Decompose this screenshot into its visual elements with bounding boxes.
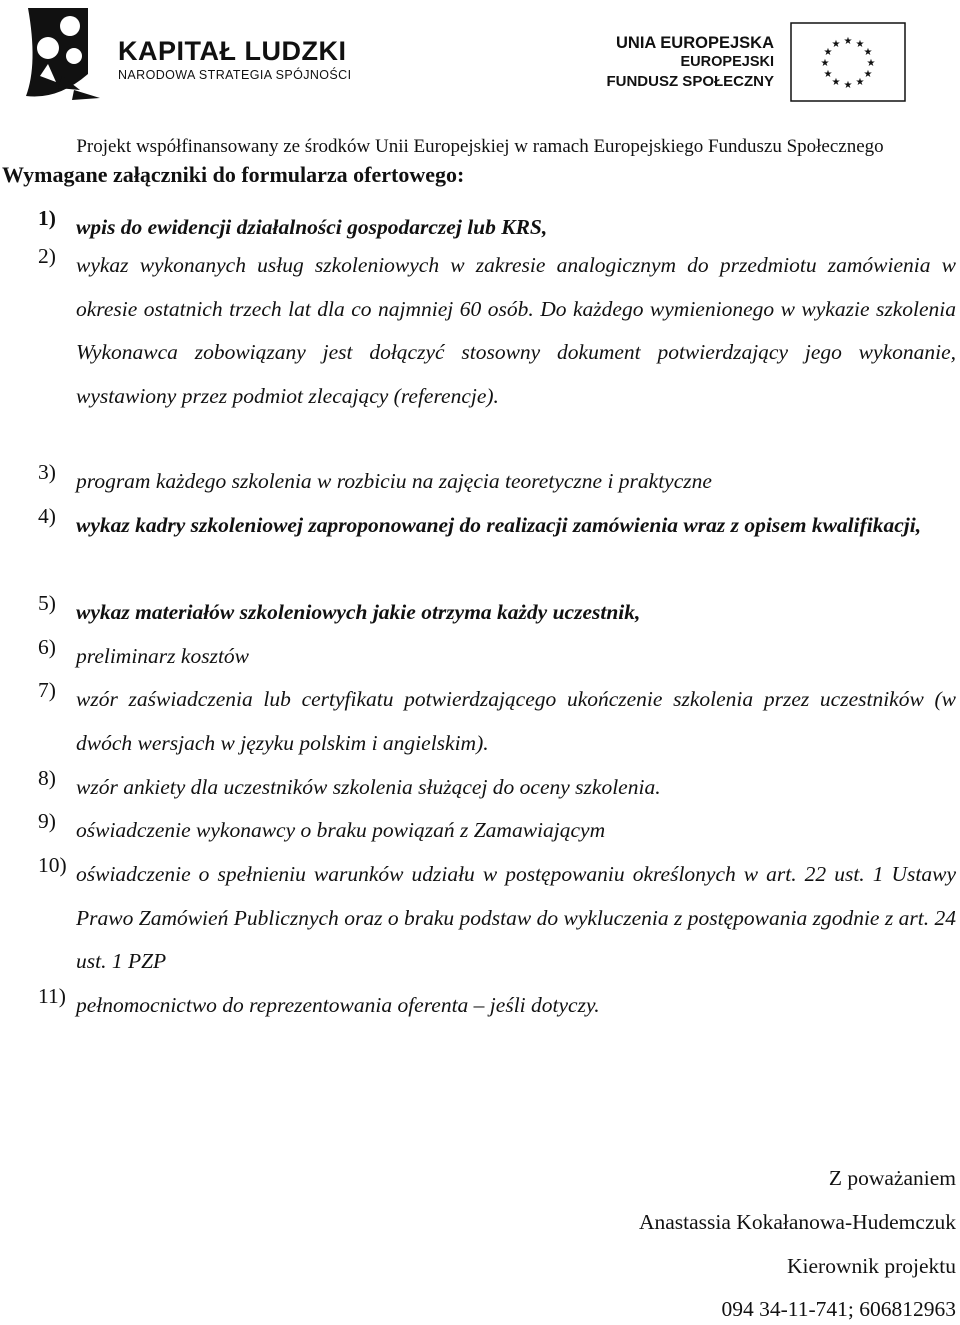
svg-text:★: ★ [843, 36, 853, 47]
svg-text:★: ★ [843, 80, 853, 91]
svg-text:★: ★ [831, 77, 841, 88]
item-number: 7) [38, 678, 56, 702]
item-text: wykaz wykonanych usług szkoleniowych w zakresie analogicznym do przedmiotu zamówienia w okresie ostatnich trzech lat dla co najmniej 60 osób. Do każdego wymienionego w wykazie szkolenia Wykonawca zobowiązany jest dołączyć stosowny dokument potwierdzający jego wykonanie, wystawiony przez podmiot zlecający (referencje). [76, 253, 956, 408]
signature-role: Kierownik projektu [787, 1254, 956, 1278]
list-item [38, 853, 956, 984]
item-text: wykaz materiałów szkoleniowych jakie otrzyma każdy uczestnik, [76, 600, 641, 624]
svg-text:★: ★ [823, 47, 833, 58]
list-item [38, 206, 956, 250]
item-text: preliminarz kosztów [76, 644, 250, 668]
item-text: wpis do ewidencji działalności gospodarczej lub KRS, [76, 215, 548, 239]
list-item [38, 766, 956, 810]
item-text: wzór zaświadczenia lub certyfikatu potwierdzającego ukończenie szkolenia przez uczestników (w dwóch wersjach w języku polskim i angielskim). [76, 687, 956, 755]
item-number: 8) [38, 766, 56, 790]
svg-text:★: ★ [866, 58, 876, 69]
item-number: 5) [38, 591, 56, 615]
list-item [38, 244, 956, 418]
eu-flag-icon [790, 22, 906, 102]
item-number: 3) [38, 460, 56, 484]
svg-text:★: ★ [820, 58, 830, 69]
item-number: 4) [38, 504, 56, 528]
item-number: 11) [38, 984, 66, 1008]
signature-name: Anastassia Kokałanowa-Hudemczuk [638, 1210, 956, 1234]
item-text: oświadczenie wykonawcy o braku powiązań z Zamawiającym [76, 818, 606, 842]
eu-line-1: UNIA EUROPEJSKA [616, 34, 774, 52]
item-number: 10) [38, 853, 67, 877]
logo-title: KAPITAŁ LUDZKI [118, 36, 347, 66]
svg-text:★: ★ [823, 69, 833, 80]
kapital-ludzki-logo-icon [18, 4, 108, 102]
item-text: wykaz kadry szkoleniowej zaproponowanej do realizacji zamówienia wraz z opisem kwalifikacji, [76, 513, 922, 537]
item-number: 2) [38, 244, 56, 268]
list-item [38, 984, 956, 1028]
list-item [38, 591, 956, 635]
svg-text:★: ★ [855, 39, 865, 50]
svg-text:★: ★ [863, 69, 873, 80]
item-text: oświadczenie o spełnieniu warunków udziału w postępowaniu określonych w art. 22 ust. 1 Ustawy Prawo Zamówień Publicznych oraz o braku podstaw do wykluczenia z postępowania zgodnie z art. 24 ust. 1 PZP [76, 862, 956, 973]
list-item [38, 809, 956, 853]
eu-logo-text [560, 34, 774, 91]
list-item [38, 635, 956, 679]
eu-line-3: FUNDUSZ SPOŁECZNY [606, 73, 774, 90]
item-number: 6) [38, 635, 56, 659]
item-number: 1) [38, 206, 56, 230]
item-text: pełnomocnictwo do reprezentowania oferenta – jeśli dotyczy. [76, 993, 600, 1017]
signature-closing: Z poważaniem [828, 1166, 956, 1190]
page-title: Wymagane załączniki do formularza ofertowego: [2, 162, 465, 187]
svg-text:★: ★ [855, 77, 865, 88]
signature-phone: 094 34-11-741; 606812963 [721, 1297, 956, 1321]
item-number: 9) [38, 809, 56, 833]
list-item [38, 678, 956, 765]
svg-text:★: ★ [863, 47, 873, 58]
list-item [38, 460, 956, 504]
eu-line-2: EUROPEJSKI [680, 54, 774, 70]
item-text: wzór ankiety dla uczestników szkolenia służącej do oceny szkolenia. [76, 775, 661, 799]
item-text: program każdego szkolenia w rozbiciu na zajęcia teoretyczne i praktyczne [76, 469, 712, 493]
svg-text:★: ★ [831, 39, 841, 50]
list-item [38, 504, 956, 548]
logo-subtitle: NARODOWA STRATEGIA SPÓJNOŚCI [118, 68, 352, 82]
project-cofinancing-line: Projekt współfinansowany ze środków Unii Europejskiej w ramach Europejskiego Funduszu Społecznego [76, 136, 884, 157]
